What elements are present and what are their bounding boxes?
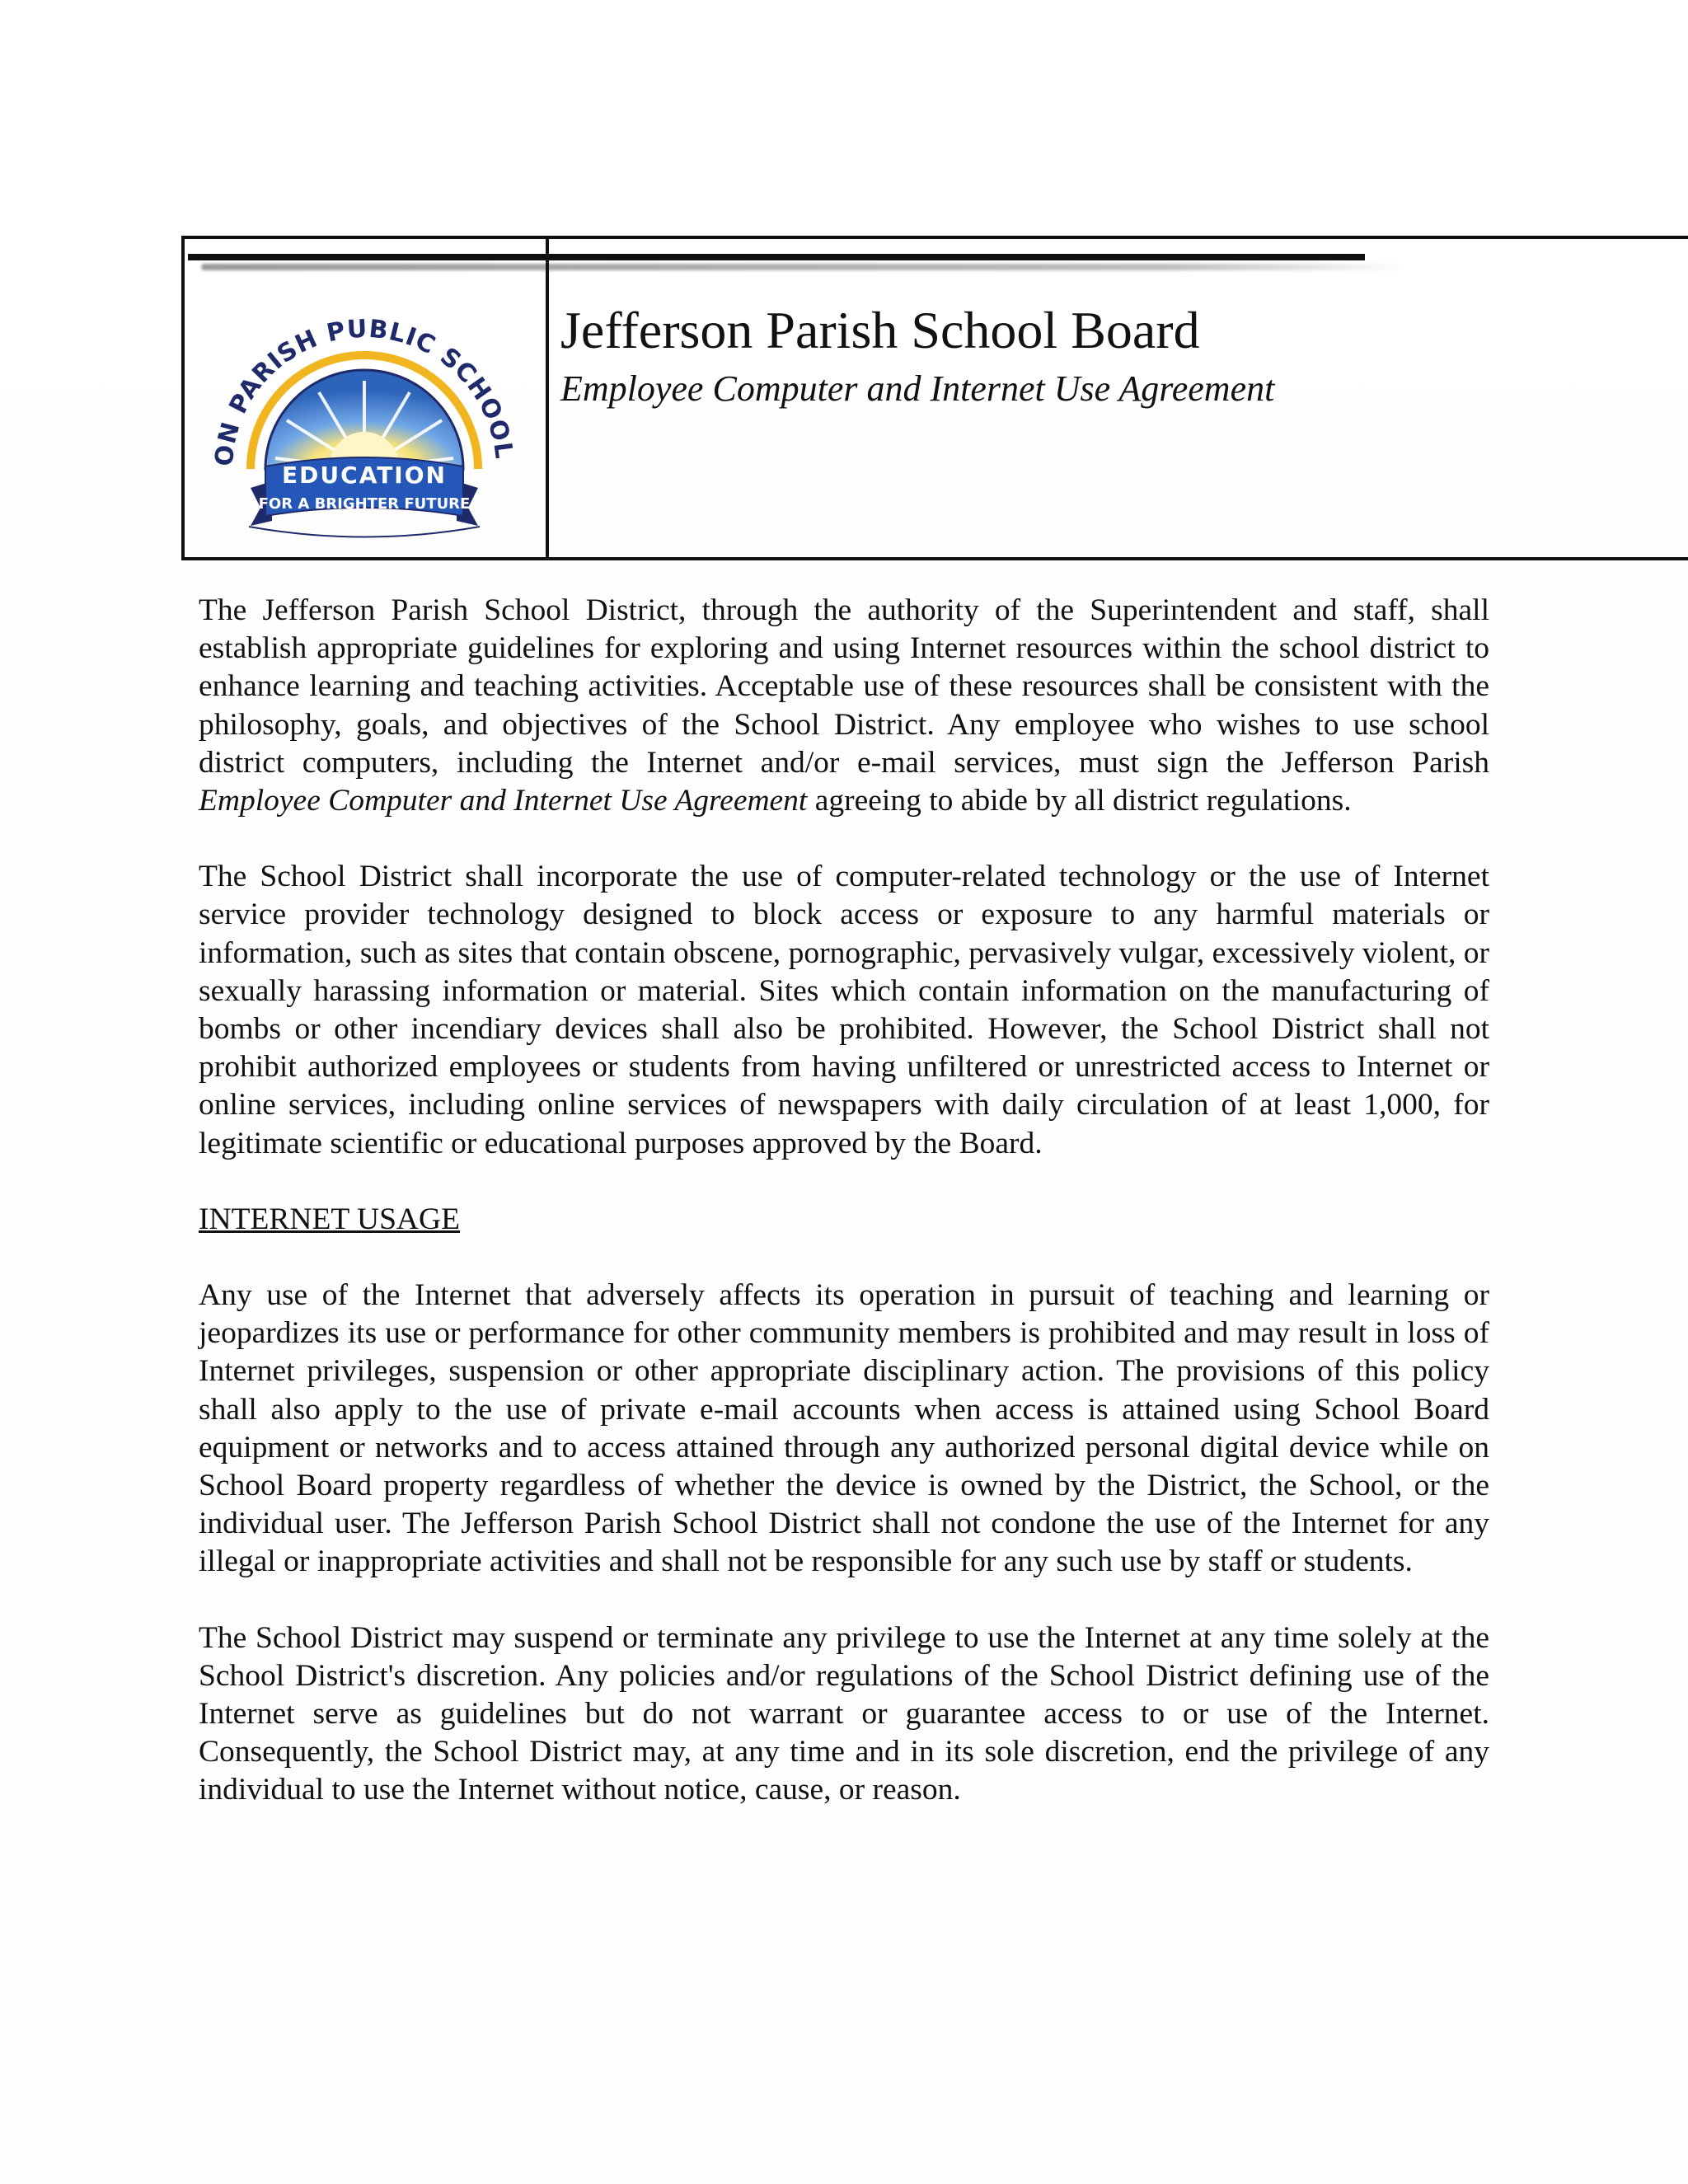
page-title: Jefferson Parish School Board (560, 301, 1200, 359)
logo-banner-bottom: FOR A BRIGHTER FUTURE (258, 495, 471, 513)
paragraph-filtering-technology: The School District shall incorporate the use of computer-related technology or the use of Internet service provider technology designed to block access or exposure to any harmful materials or information, such as sites that contain obscene, pornographic, pervasively vulgar, excessively violent, or sexually harassing information or material. Sites which contain information on the manufacturing of bombs or other incendiary devices shall also be prohibited. However, the School District shall not prohibit authorized employees or students from having unfiltered or unrestricted access to Internet or online services, including online services of newspapers with daily circulation of at least 1,000, for legitimate scientific or educational purposes approved by the Board. (199, 860, 1489, 1160)
document-body (199, 592, 1489, 1848)
paragraph-1-text-a: The Jefferson Parish School District, through the authority of the Superintendent and staff, shall establish appropriate guidelines for exploring and using Internet resources within the school district to enhance learning and teaching activities. Acceptable use of these resources shall be consistent with the philosophy, goals, and objectives of the School District. Any employee who wishes to use school district computers, including the Internet and/or e-mail services, must sign the Jefferson Parish (199, 593, 1489, 780)
school-seal-icon (199, 275, 529, 547)
paragraph-1-text-b: agreeing to abide by all district regulations. (807, 784, 1352, 818)
paragraph-district-guidelines (199, 592, 1489, 820)
logo-banner-top: EDUCATION (282, 462, 447, 489)
header-rule-shadow (201, 264, 1404, 270)
logo-arc-text: ON PARISH PUBLIC SCHOOL (209, 314, 518, 468)
header-title-block (560, 302, 1274, 410)
section-heading-internet-usage: INTERNET USAGE (199, 1202, 460, 1236)
agreement-title-reference: Employee Computer and Internet Use Agreement (199, 784, 808, 818)
school-system-logo (199, 275, 529, 547)
paragraph-internet-usage: Any use of the Internet that adversely affects its operation in pursuit of teaching and learning or jeopardizes its use or performance for other community members is prohibited and may result in loss of Internet privileges, suspension or other appropriate disciplinary action. The provisions of this policy shall also apply to the use of private e-mail accounts when access is attained using School Board equipment or networks and to access attained through any authorized personal digital device while on School Board property regardless of whether the device is owned by the District, the School, or the individual user. The Jefferson Parish School District shall not condone the use of the Internet for any illegal or inappropriate activities and shall not be responsible for any such use by staff or students. (199, 1278, 1489, 1579)
header-rule (188, 254, 1365, 260)
header-divider (546, 239, 549, 557)
page-subtitle: Employee Computer and Internet Use Agreement (560, 368, 1275, 410)
paragraph-privilege-suspension: The School District may suspend or terminate any privilege to use the Internet at any time solely at the School District's discretion. Any policies and/or regulations of the School District defining use of the Internet serve as guidelines but do not warrant or guarantee access to or use of the Internet. Consequently, the School District may, at any time and in its sole discretion, end the privilege of any individual to use the Internet without notice, cause, or reason. (199, 1620, 1489, 1807)
